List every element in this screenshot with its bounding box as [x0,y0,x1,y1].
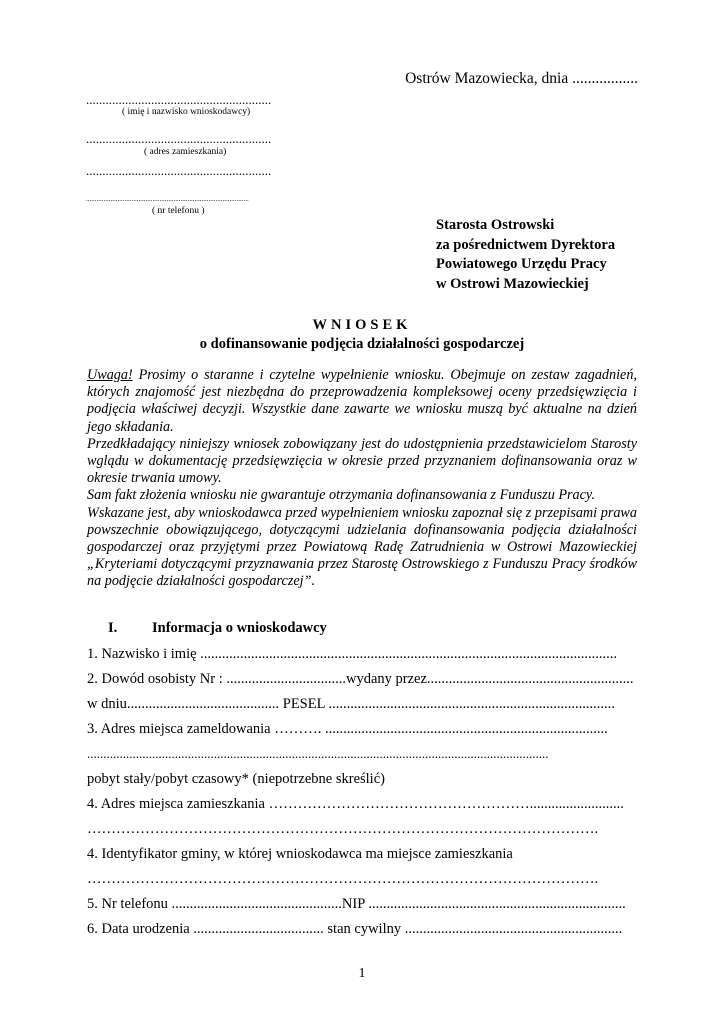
field-line-registered-address-cont: .............................................................................................................................................. [87,746,549,761]
addressee-line-3: Powiatowego Urzędu Pracy [436,256,607,272]
document-subtitle: o dofinansowanie podjęcia działalności gospodarczej [199,336,525,352]
field-line-municipality-id-cont: ……………………………………………………………………………………………. [87,871,599,887]
field-line-municipality-id: 4. Identyfikator gminy, w której wnioskodawca ma miejsce zamieszkania [87,846,513,862]
page-number: 1 [358,966,366,981]
extra-line-dots: ......................................................... [86,163,272,178]
notice-label: Uwaga! [87,367,133,383]
addressee-line-4: w Ostrowi Mazowieckiej [436,275,589,292]
phone-caption: ( nr telefonu ) [152,206,205,216]
field-line-registered-address: 3. Adres miejsca zameldowania ………. .............................................................................. [87,721,608,737]
field-line-id-card: 2. Dowód osobisty Nr : .................................wydany przez......................................................... [87,671,634,687]
place-date: Ostrów Mazowiecka, dnia ................. [405,70,638,87]
field-line-residence-address-cont: ……………………………………………………………………………………………. [87,821,599,837]
section-number: I. [108,620,118,636]
applicant-name-caption: ( imię i nazwisko wnioskodawcy) [122,107,251,117]
document-title: WNIOSEK [312,317,412,333]
applicant-address-dots: ......................................................... [86,131,272,146]
addressee-line-2: za pośrednictwem Dyrektora [436,236,616,253]
section-title: Informacja o wnioskodawcy [152,620,327,636]
addressee-line-1: Starosta Ostrowski [436,217,555,233]
notice-paragraph-4: Wskazane jest, aby wnioskodawca przed wypełnieniem wniosku zapoznał się z przepisami prawa powszechnie obowiązującego, dotyczącymi udzielania dofinansowania podjęcia działalności gospodarczej oraz przyjętymi przez Powiatową Radę Zatrudnienia w Ostrowi Mazowieckiej „Kryteriami dotyczącymi przyznawania przez Starostę Ostrowskiego z Funduszu Pracy środków na podjęcie działalności gospodarczej”. [87,504,637,590]
notice-paragraph-1 [87,367,637,436]
notice-paragraph-3: Sam fakt złożenia wniosku nie gwarantuje otrzymania dofinansowania z Funduszu Pracy. [87,487,595,504]
field-line-issue-date-pesel: w dniu.......................................... PESEL ............................................................................... [87,696,615,712]
notice-text-1: Prosimy o staranne i czytelne wypełnienie wniosku. Obejmuje on zestaw zagadnień, których znajomość jest niezbędna do przeprowadzenia kompleksowej oceny przedsięwzięcia i podjęcia właściwej decyzji. Wszystkie dane zawarte we wniosku muszą być aktualne na dzień jego składania. [87,367,637,435]
field-line-birth-marital: 6. Data urodzenia .................................... stan cywilny ............................................................ [87,921,623,937]
applicant-name-dots: ......................................................... [86,92,272,107]
field-line-phone-nip: 5. Nr telefonu ...............................................NIP ....................................................................... [87,896,626,912]
notice-block [87,367,637,591]
phone-dots: ............................................................................................. [86,195,249,203]
field-line-residence-type: pobyt stały/pobyt czasowy* (niepotrzebne skreślić) [87,771,385,787]
addressee-block [436,216,676,294]
field-line-name: 1. Nazwisko i imię ................................................................................................................... [87,646,618,662]
notice-paragraph-2: Przedkładający niniejszy wniosek zobowiązany jest do udostępnienia przedstawicielom Starosty wglądu w dokumentację przedsięwzięcia w okresie przed przyznaniem dofinansowania oraz w okresie trwania umowy. [87,435,637,487]
applicant-address-caption: ( adres zamieszkania) [144,147,227,157]
field-line-residence-address: 4. Adres miejsca zamieszkania ……………………………………………….......................... [87,796,624,812]
